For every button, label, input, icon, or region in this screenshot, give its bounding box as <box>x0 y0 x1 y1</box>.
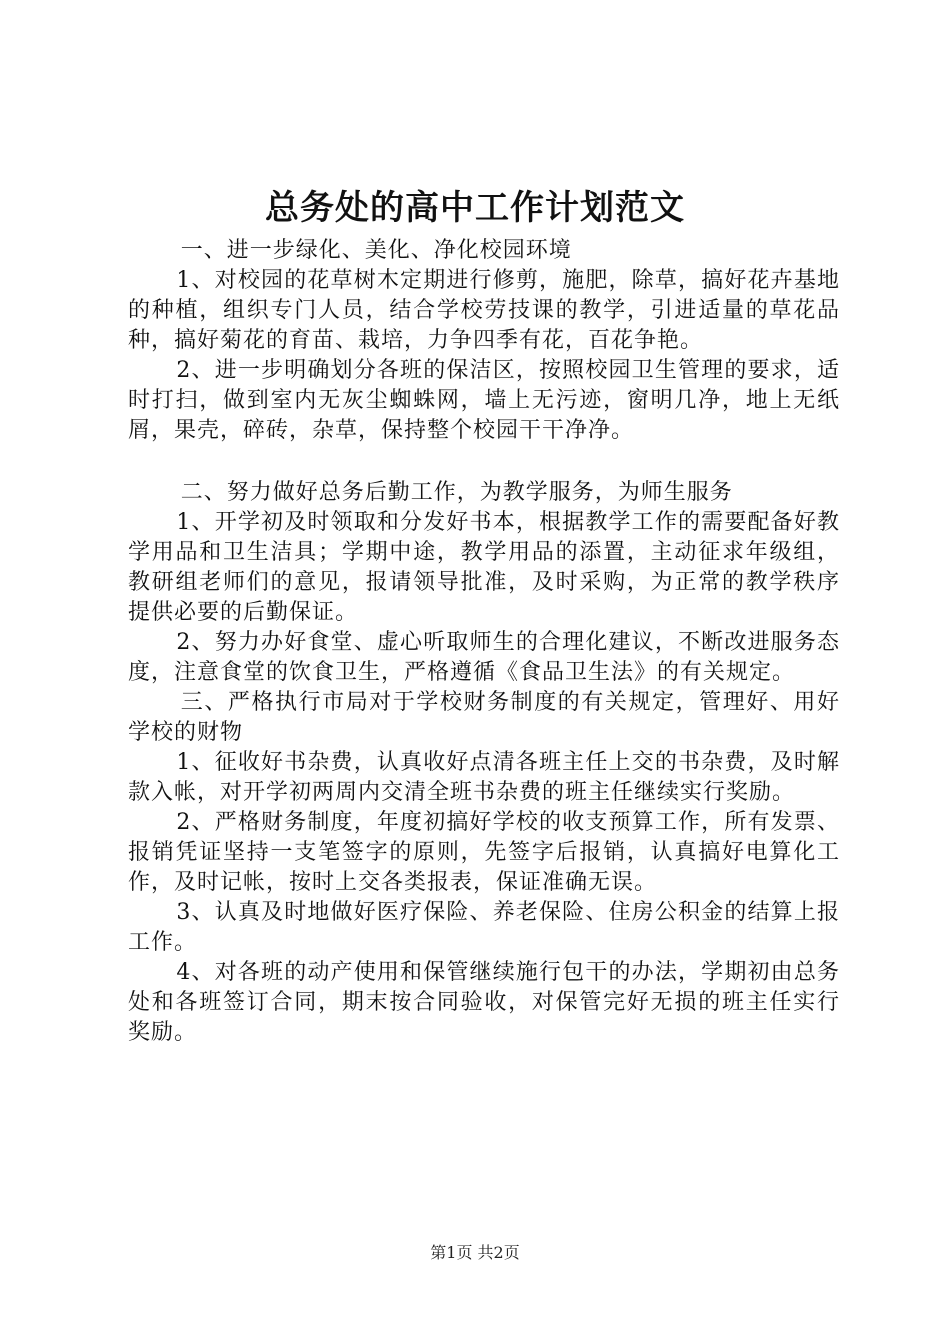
paragraph-logistics-item-2: 2、努力办好食堂、虚心听取师生的合理化建议，不断改进服务态度，注意食堂的饮食卫生，严格遵循《食品卫生法》的有关规定。 <box>128 630 840 685</box>
paragraph-finance-item-2: 2、严格财务制度，年度初搞好学校的收支预算工作，所有发票、报销凭证坚持一支笔签字的原则，先签字后报销，认真搞好电算化工作，及时记帐，按时上交各类报表，保证准确无误。 <box>128 810 840 895</box>
paragraph-greening-item-2: 2、进一步明确划分各班的保洁区，按照校园卫生管理的要求，适时打扫，做到室内无灰尘蜘蛛网，墙上无污迹，窗明几净，地上无纸屑，果壳，碎砖，杂草，保持整个校园干干净净。 <box>128 358 840 443</box>
section-heading-finance: 三、严格执行市局对于学校财务制度的有关规定，管理好、用好学校的财物 <box>128 690 840 745</box>
section-heading-greening: 一、进一步绿化、美化、净化校园环境 <box>180 238 572 263</box>
paragraph-finance-item-1: 1、征收好书杂费，认真收好点清各班主任上交的书杂费，及时解款入帐，对开学初两周内交清全班书杂费的班主任继续实行奖励。 <box>128 750 840 805</box>
paragraph-greening-item-1: 1、对校园的花草树木定期进行修剪，施肥，除草，搞好花卉基地的种植，组织专门人员，结合学校劳技课的教学，引进适量的草花品种，搞好菊花的育苗、栽培，力争四季有花，百花争艳。 <box>128 268 840 353</box>
paragraph-finance-item-3: 3、认真及时地做好医疗保险、养老保险、住房公积金的结算上报工作。 <box>128 900 840 955</box>
paragraph-finance-item-4: 4、对各班的动产使用和保管继续施行包干的办法，学期初由总务处和各班签订合同，期末按合同验收，对保管完好无损的班主任实行奖励。 <box>128 960 840 1045</box>
document-body <box>128 236 840 1048</box>
paragraph-logistics-item-1: 1、开学初及时领取和分发好书本，根据教学工作的需要配备好教学用品和卫生洁具；学期中途，教学用品的添置，主动征求年级组，教研组老师们的意见，报请领导批准，及时采购，为正常的教学秩序提供必要的后勤保证。 <box>128 510 840 625</box>
document-title: 总务处的高中工作计划范文 <box>265 188 685 228</box>
page-number-footer: 第1页 共2页 <box>430 1243 520 1262</box>
section-spacer <box>128 446 840 478</box>
section-heading-logistics: 二、努力做好总务后勤工作，为教学服务，为师生服务 <box>180 480 733 505</box>
